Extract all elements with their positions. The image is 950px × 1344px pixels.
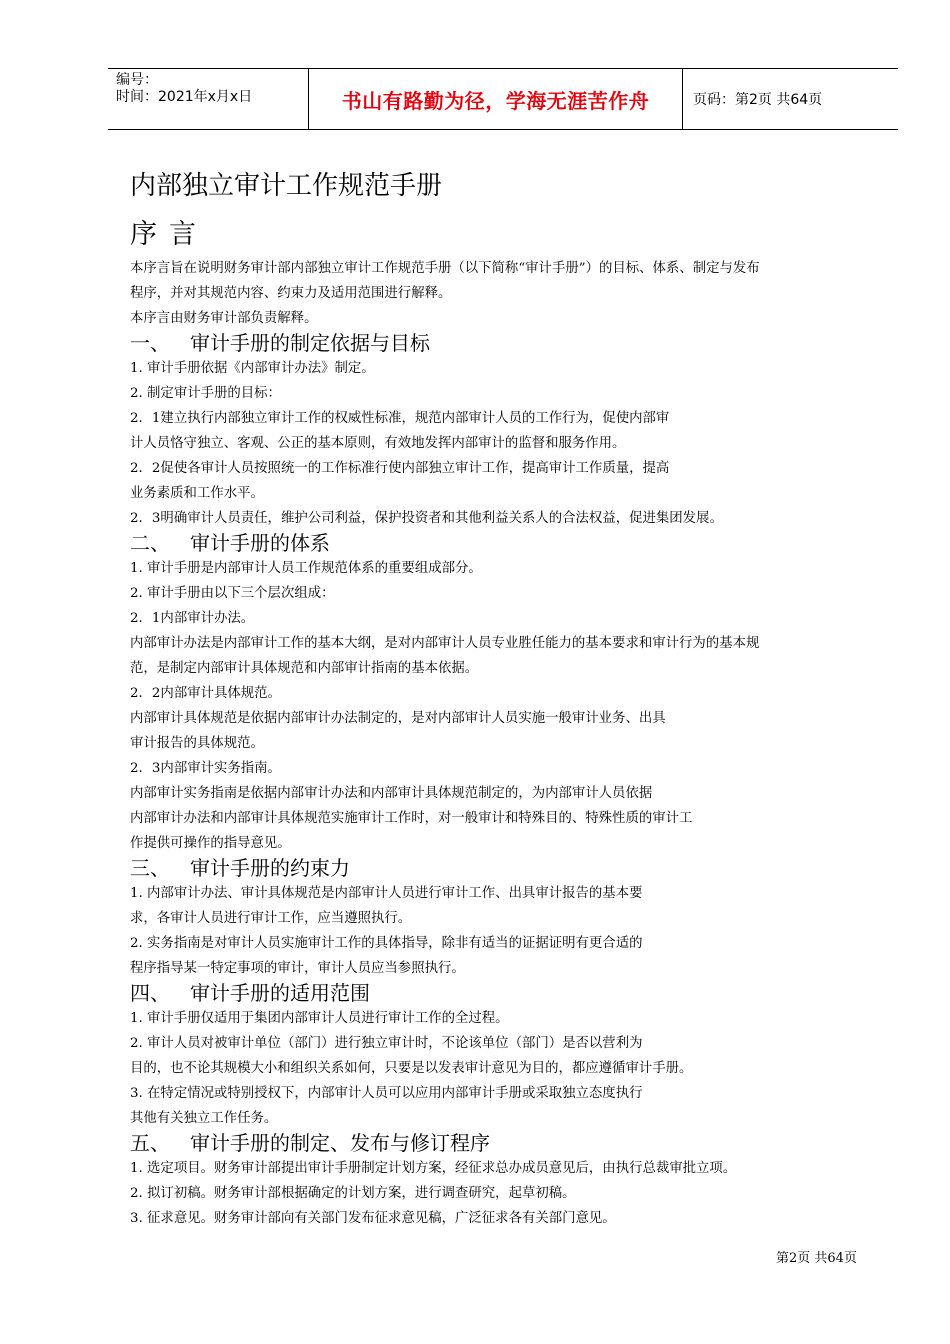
paragraph-line: 2．1内部审计办法。 [130,611,255,626]
section-title: 审计手册的制定、发布与修订程序 [190,1131,490,1155]
paragraph-line: 作提供可操作的指导意见。 [130,836,291,851]
paragraph-line: 2．2内部审计具体规范。 [130,686,281,701]
time-label: 时间：2021年x月x日 [116,89,253,105]
paragraph-line: 2．1建立执行内部独立审计工作的权威性标准，规范内部审计人员的工作行为，促使内部审 [130,411,670,426]
paragraph-line: 内部审计办法是内部审计工作的基本大纲，是对内部审计人员专业胜任能力的基本要求和审计行为的基本规 [130,636,760,651]
header-page-info: 页码：第2页 共64页 [693,92,823,108]
section-number: 四、 [130,981,170,1005]
paragraph-line: 2. 制定审计手册的目标： [130,386,281,401]
paragraph-line: 2. 实务指南是对审计人员实施审计工作的具体指导，除非有适当的证据证明有更合适的 [130,936,643,951]
paragraph-line: 1. 审计手册依据《内部审计办法》制定。 [130,361,375,376]
document-title: 内部独立审计工作规范手册 [130,171,443,201]
paragraph-line: 计人员恪守独立、客观、公正的基本原则，有效地发挥内部审计的监督和服务作用。 [130,436,626,451]
section-title: 审计手册的制定依据与目标 [190,331,430,355]
paragraph-line: 内部审计具体规范是依据内部审计办法制定的，是对内部审计人员实施一般审计业务、出具 [130,711,666,726]
paragraph-line: 程序，并对其规范内容、约束力及适用范围进行解释。 [130,286,452,301]
paragraph-line: 业务素质和工作水平。 [130,486,264,501]
paragraph-line: 3. 征求意见。财务审计部向有关部门发布征求意见稿，广泛征求各有关部门意见。 [130,1211,616,1226]
header-motto: 书山有路勤为径，学海无涯苦作舟 [309,69,683,129]
section-number: 一、 [130,331,170,355]
page-header [108,68,898,130]
paragraph-line: 2．2促使各审计人员按照统一的工作标准行使内部独立审计工作，提高审计工作质量，提高 [130,461,670,476]
document-body [130,256,890,1231]
paragraph-line: 2. 审计人员对被审计单位（部门）进行独立审计时，不论该单位（部门）是否以营利为 [130,1036,643,1051]
section-heading [130,856,890,881]
header-meta [108,69,309,129]
paragraph-line: 3. 在特定情况或特别授权下，内部审计人员可以应用内部审计手册或采取独立态度执行 [130,1086,643,1101]
paragraph-line: 内部审计办法和内部审计具体规范实施审计工作时，对一般审计和特殊目的、特殊性质的审计工 [130,811,693,826]
paragraph-line: 1. 审计手册仅适用于集团内部审计人员进行审计工作的全过程。 [130,1011,509,1026]
section-number: 五、 [130,1131,170,1155]
paragraph-line: 本序言旨在说明财务审计部内部独立审计工作规范手册（以下简称“审计手册”）的目标、体系、制定与发布 [130,261,760,276]
paragraph-line: 1. 选定项目。财务审计部提出审计手册制定计划方案，经征求总办成员意见后，由执行总裁审批立项。 [130,1161,737,1176]
section-heading [130,1131,890,1156]
section-heading [130,531,890,556]
paragraph-line: 2．3明确审计人员责任，维护公司利益，保护投资者和其他利益关系人的合法权益，促进集团发展。 [130,511,723,526]
section-title: 审计手册的适用范围 [190,981,370,1005]
paragraph-line: 求，各审计人员进行审计工作，应当遵照执行。 [130,911,412,926]
section-number: 三、 [130,856,170,880]
paragraph-line: 2．3内部审计实务指南。 [130,761,281,776]
number-label: 编号： [116,72,158,88]
paragraph-line: 1. 内部审计办法、审计具体规范是内部审计人员进行审计工作、出具审计报告的基本要 [130,886,643,901]
paragraph-line: 内部审计实务指南是依据内部审计办法和内部审计具体规范制定的，为内部审计人员依据 [130,786,653,801]
paragraph-line: 审计报告的具体规范。 [130,736,264,751]
paragraph-line: 范，是制定内部审计具体规范和内部审计指南的基本依据。 [130,661,479,676]
paragraph-line: 程序指导某一特定事项的审计，审计人员应当参照执行。 [130,961,465,976]
section-heading [130,981,890,1006]
paragraph-line: 本序言由财务审计部负责解释。 [130,311,318,326]
section-title: 审计手册的约束力 [190,856,350,880]
preface-title: 序言 [130,219,208,250]
paragraph-line: 1. 审计手册是内部审计人员工作规范体系的重要组成部分。 [130,561,482,576]
paragraph-line: 2. 审计手册由以下三个层次组成： [130,586,335,601]
page-footer: 第2页 共64页 [776,1251,857,1266]
paragraph-line: 2. 拟订初稿。财务审计部根据确定的计划方案，进行调查研究，起草初稿。 [130,1186,576,1201]
paragraph-line: 其他有关独立工作任务。 [130,1111,278,1126]
paragraph-line: 目的，也不论其规模大小和组织关系如何，只要是以发表审计意见为目的，都应遵循审计手册。 [130,1061,693,1076]
section-number: 二、 [130,531,170,555]
section-title: 审计手册的体系 [190,531,330,555]
section-heading [130,331,890,356]
